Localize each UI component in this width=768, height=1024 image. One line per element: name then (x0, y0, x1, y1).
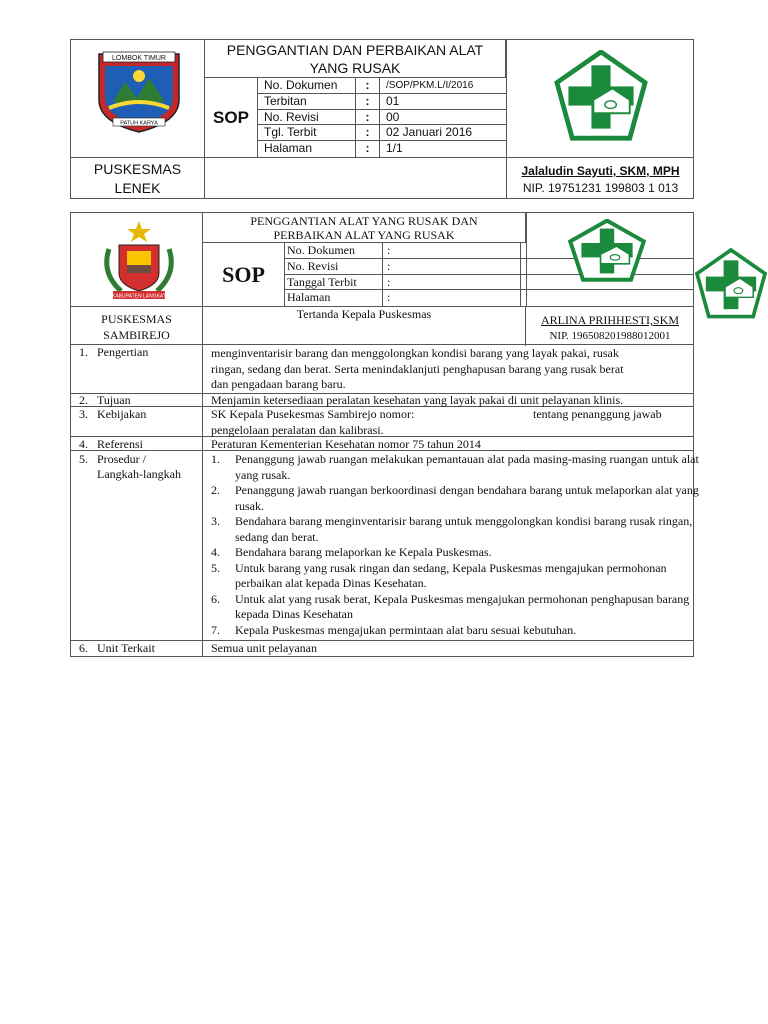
section-kebijakan (70, 407, 694, 437)
section-number: 3. (79, 407, 88, 421)
row-label: No. Dokumen (285, 243, 383, 258)
second-signature-block (526, 306, 694, 346)
puskesmas-logo-cell (506, 40, 694, 157)
step-number: 5. (211, 560, 220, 575)
section-content (211, 346, 624, 393)
puskesmas-line-2: SAMBIREJO (103, 328, 170, 342)
svg-text:KABUPATEN LANGKAT: KABUPATEN LANGKAT (112, 293, 166, 300)
content-line: ringan, sedang dan berat. Serta menindaklanjuti penghapusan barang yang rusak berat (211, 361, 624, 376)
signer-nip: NIP. 196508201988012001 (549, 330, 671, 342)
puskesmas-cross-logo-icon (553, 50, 649, 142)
row-value: 02 Januari 2016 (386, 125, 473, 140)
row-value: : (383, 259, 521, 274)
section-title-line: Langkah-langkah (97, 467, 181, 481)
section-title: Referensi (97, 437, 143, 451)
doc-info-row (258, 94, 506, 110)
doc-info-row (258, 78, 506, 94)
row-value: : (383, 243, 521, 258)
row-value: 00 (386, 109, 400, 124)
puskesmas-cross-logo-icon (567, 219, 647, 283)
procedure-step (211, 514, 699, 545)
signer-name: Jalaludin Sayuti, SKM, MPH (521, 164, 680, 178)
doc-info-row (258, 125, 506, 141)
floating-puskesmas-logo-icon (694, 248, 768, 320)
section-label (71, 641, 203, 656)
row-label: No. Revisi (285, 259, 383, 274)
section-pengertian (70, 345, 694, 394)
lombok-timur-emblem-icon (93, 48, 185, 134)
step-number: 3. (211, 514, 220, 528)
puskesmas-name (71, 157, 205, 199)
row-label: Halaman (258, 141, 356, 157)
step-line: kepada Dinas Kesehatan (235, 607, 353, 621)
row-label: Halaman (285, 290, 383, 306)
step-line: Kepala Puskesmas mengajukan permintaan alat baru sesuai kebutuhan. (235, 622, 577, 637)
row-colon: : (356, 78, 380, 93)
content-line: dan pengadaan barang baru. (211, 377, 346, 391)
section-label (71, 407, 203, 436)
section-title: Tujuan (97, 393, 131, 407)
step-number: 6. (211, 591, 220, 606)
procedure-steps (211, 452, 699, 638)
step-line: perbaikan alat kepada Dinas Kesehatan. (235, 576, 427, 590)
step-line: Untuk alat yang rusak berat, Kepala Puskesmas mengajukan permohonan penghapusan barang (235, 591, 690, 606)
section-content: Peraturan Kementerian Kesehatan nomor 75 tahun 2014 (211, 437, 481, 451)
row-colon: : (356, 110, 380, 125)
step-number: 1. (211, 452, 220, 466)
row-value: : (383, 275, 521, 290)
row-value: : (383, 290, 521, 306)
row-label: No. Revisi (258, 110, 356, 125)
row-label: Tgl. Terbit (258, 125, 356, 140)
section-prosedur (70, 451, 699, 641)
row-colon: : (356, 141, 380, 157)
procedure-step (211, 452, 699, 483)
section-label (71, 437, 203, 450)
document-title (205, 40, 506, 78)
second-puskesmas-name (71, 306, 203, 346)
title-line-1: PENGGANTIAN DAN PERBAIKAN ALAT (226, 42, 484, 58)
second-title-line-2: PERBAIKAN ALAT YANG RUSAK (273, 228, 455, 242)
content-line: pengelolaan peralatan dan kalibrasi. (211, 422, 384, 437)
second-header (70, 212, 694, 345)
section-label (71, 345, 203, 393)
section-label (71, 451, 203, 640)
top-header (70, 39, 694, 199)
step-line: Penanggung jawab ruangan melakukan pemantauan alat pada masing-masing ruangan untuk alat (235, 452, 699, 466)
section-unit-terkait (70, 641, 694, 657)
sop-label: SOP (205, 78, 258, 157)
content-left: SK Kepala Pusekesmas Sambirejo nomor: (211, 407, 415, 421)
step-line: Bendahara barang melaporkan ke Kepala Puskesmas. (235, 545, 492, 559)
step-line: Untuk barang yang rusak ringan dan sedang, Kepala Puskesmas mengajukan permohonan (235, 560, 667, 575)
step-line: yang rusak. (235, 467, 291, 482)
step-line: rusak. (235, 498, 264, 513)
section-label (71, 394, 203, 406)
section-referensi (70, 437, 694, 451)
procedure-step (211, 623, 699, 639)
step-number: 4. (211, 545, 220, 559)
section-number: 4. (79, 437, 88, 451)
section-number: 1. (79, 345, 88, 359)
row-colon: : (356, 125, 380, 140)
row-colon: : (356, 94, 380, 109)
section-content: Menjamin ketersediaan peralatan kesehatan yang layak pakai di unit pelayanan klinis. (211, 393, 624, 407)
signature-block (506, 157, 694, 199)
section-number: 6. (79, 641, 88, 655)
step-number: 2. (211, 483, 220, 497)
puskesmas-line-1: PUSKESMAS (101, 312, 172, 326)
doc-info-row (258, 141, 506, 157)
content-right: tentang penanggung jawab (533, 407, 662, 421)
section-title: Kebijakan (97, 407, 147, 421)
procedure-step (211, 545, 699, 561)
signer-name: ARLINA PRIHHESTI,SKM (540, 313, 679, 327)
procedure-step (211, 483, 699, 514)
title-line-2: YANG RUSAK (309, 60, 401, 76)
section-title-line: Prosedur / (97, 452, 146, 466)
row-label: Tanggal Terbit (285, 275, 383, 290)
row-label: Terbitan (258, 94, 356, 109)
step-number: 7. (211, 622, 220, 637)
langkat-logo-cell (71, 213, 203, 306)
step-line: Bendahara barang menginventarisir barang untuk menggolongkan kondisi barang rusak ringan, (235, 514, 693, 528)
puskesmas-line-2: LENEK (114, 180, 161, 196)
lombok-timur-logo-cell (71, 40, 205, 157)
second-logo-cell (526, 213, 694, 306)
svg-text:PATUH KARYA: PATUH KARYA (120, 120, 158, 127)
second-title (203, 213, 526, 243)
section-content: Semua unit pelayanan (211, 641, 317, 655)
row-label: No. Dokumen (258, 78, 356, 93)
step-line: sedang dan berat. (235, 529, 319, 544)
section-title (97, 452, 181, 482)
section-number: 5. (79, 452, 88, 466)
second-title-line-1: PENGGANTIAN ALAT YANG RUSAK DAN (250, 214, 478, 228)
sign-label: Tertanda Kepala Puskesmas (203, 306, 526, 346)
section-tujuan (70, 394, 694, 407)
section-number: 2. (79, 393, 88, 407)
second-sop-label: SOP (203, 243, 285, 306)
puskesmas-line-1: PUSKESMAS (93, 161, 182, 177)
section-title: Pengertian (97, 345, 149, 359)
section-content (211, 407, 691, 438)
row-value: 01 (386, 93, 400, 108)
step-line: Penanggung jawab ruangan berkoordinasi dengan bendahara barang untuk melaporkan alat yang (235, 483, 699, 497)
content-line: menginventarisir barang dan menggolongkan kondisi barang yang layak pakai, rusak (211, 346, 619, 360)
section-title: Unit Terkait (97, 641, 155, 655)
signer-nip: NIP. 19751231 199803 1 013 (522, 181, 679, 195)
row-value: /SOP/PKM.L/I/2016 (386, 80, 474, 91)
content-line (211, 407, 691, 423)
langkat-emblem-icon (97, 219, 181, 303)
procedure-step (211, 561, 699, 592)
row-value: 1/1 (386, 141, 403, 156)
procedure-step (211, 592, 699, 623)
svg-text:LOMBOK TIMUR: LOMBOK TIMUR (112, 55, 166, 62)
doc-info-row (258, 110, 506, 126)
empty-sign-cell (205, 157, 506, 199)
